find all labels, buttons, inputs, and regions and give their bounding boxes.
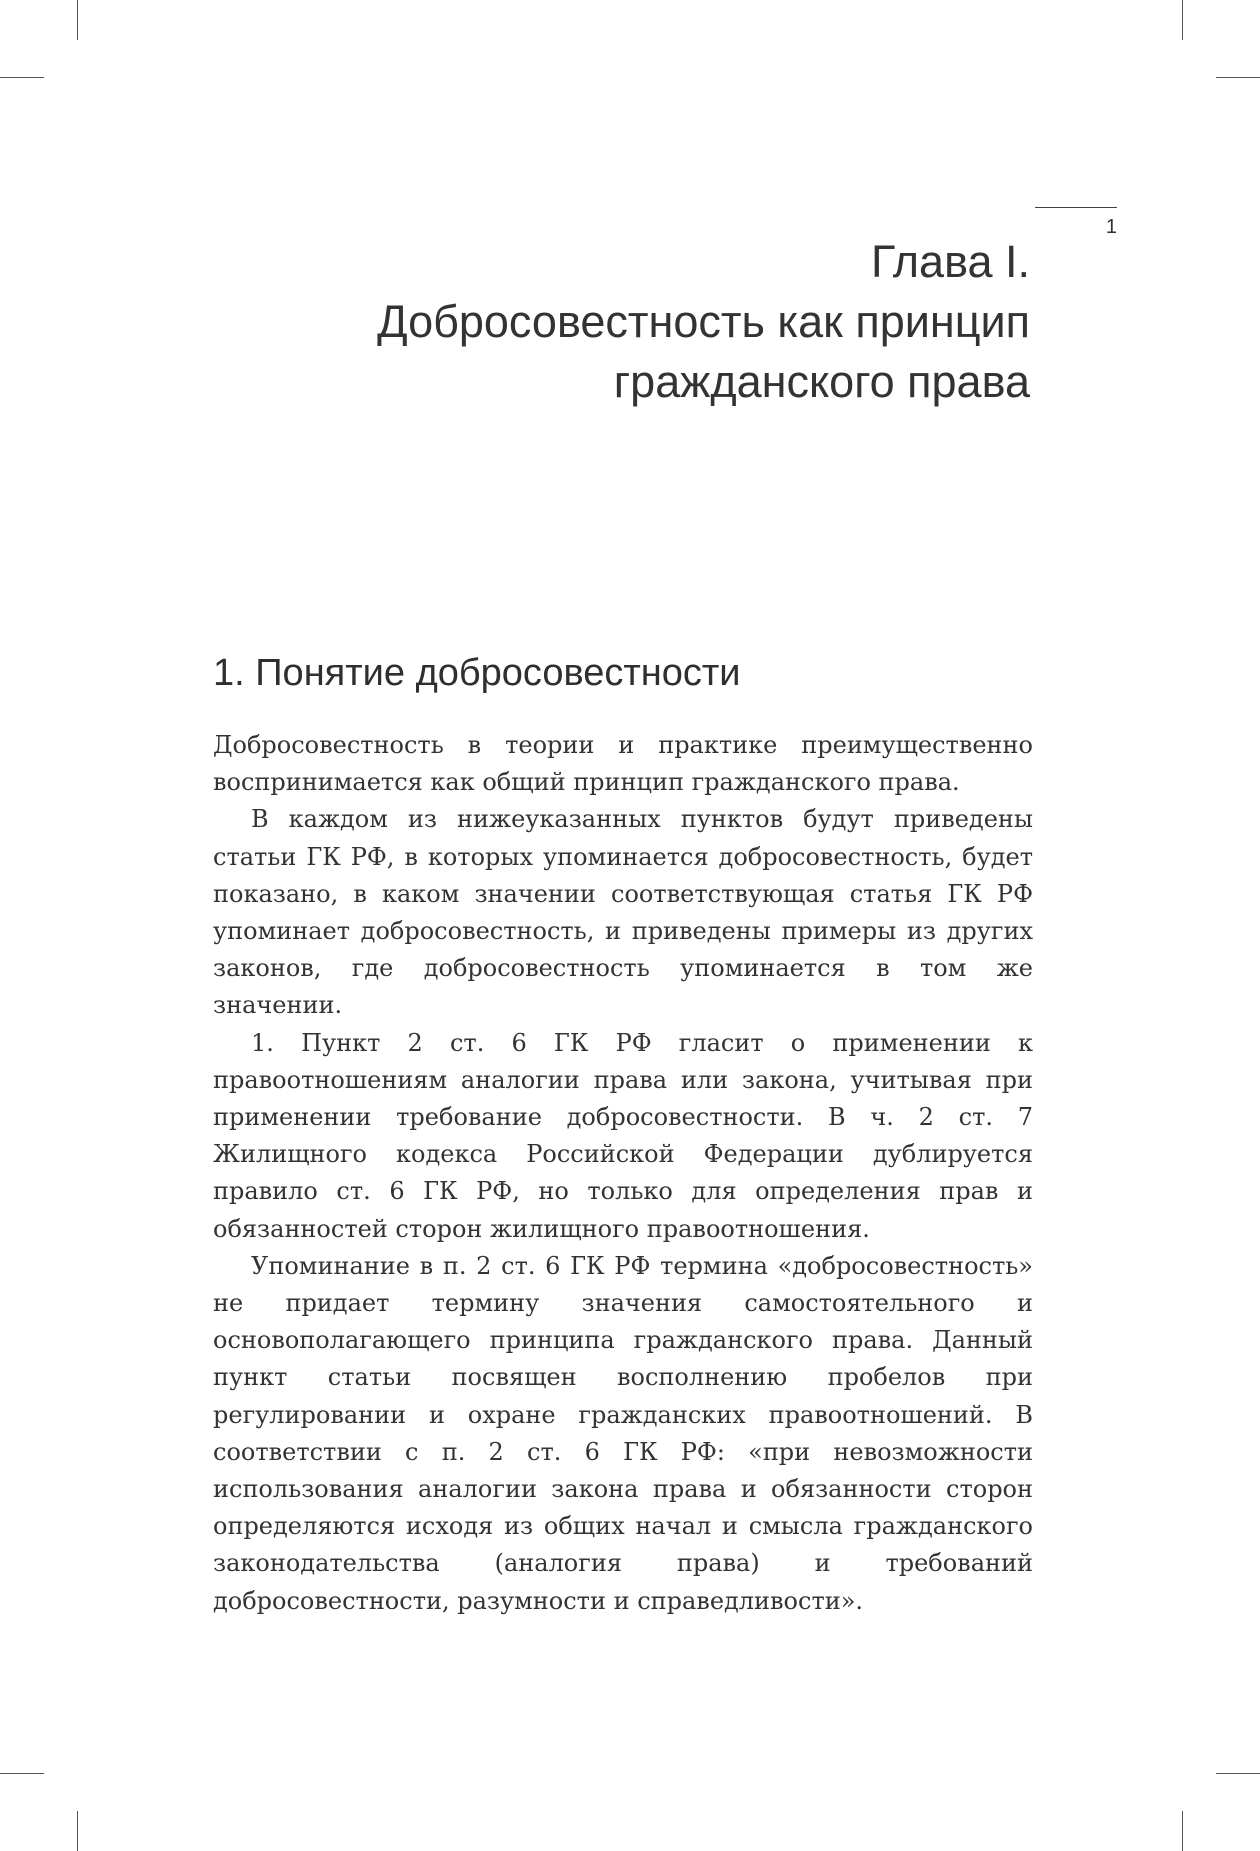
paragraph: 1. Пункт 2 ст. 6 ГК РФ гласит о применении к правоотношениям аналогии права или закона, учитывая при применении требование добросовестности. В ч. 2 ст. 7 Жилищного кодекса Российской Федерации дублируется правило ст. 6 ГК РФ, но только для определения прав и обязанностей сторон жилищного правоотношения. [213,1028,1033,1243]
paragraph: Упоминание в п. 2 ст. 6 ГК РФ термина «добросовестность» не придает термину значения самостоятельного и основополагающего принципа гражданского права. Данный пункт статьи посвящен восполнению пробелов при регулировании и охране гражданских правоотношений. В соответствии с п. 2 ст. 6 ГК РФ: «при невозможности использования аналогии закона права и обязанности сторон определяются исходя из общих начал и смысла гражданского законодательства (аналогия права) и требований добросовестности, разумности и справедливости». [213,1251,1033,1615]
page-number: 1 [1105,216,1117,238]
crop-mark-top-left-horizontal [0,77,44,78]
crop-mark-bottom-right-vertical [1182,1811,1183,1851]
body-text [213,727,1033,1620]
crop-mark-top-right-horizontal [1216,77,1260,78]
chapter-heading [377,232,1030,412]
chapter-title-line-1: Добросовестность как принцип [377,296,1030,347]
crop-mark-bottom-left-vertical [77,1811,78,1851]
chapter-number: Глава I. [870,236,1030,287]
chapter-title-line-2: гражданского права [613,356,1030,407]
crop-mark-top-left-vertical [77,0,78,40]
section-title: 1. Понятие добросовестности [213,652,741,694]
crop-mark-bottom-left-horizontal [0,1773,44,1774]
paragraph: В каждом из нижеуказанных пунктов будут приведены статьи ГК РФ, в которых упоминается добросовестность, будет показано, в каком значении соответствующая статья ГК РФ упоминает добросовестность, и приведены примеры из других законов, где добросовестность упоминается в том же значении. [213,805,1033,1020]
paragraph: Добросовестность в теории и практике преимущественно воспринимается как общий принцип гражданского права. [213,731,1033,797]
header-rule [1035,207,1117,208]
crop-mark-bottom-right-horizontal [1216,1773,1260,1774]
crop-mark-top-right-vertical [1182,0,1183,40]
